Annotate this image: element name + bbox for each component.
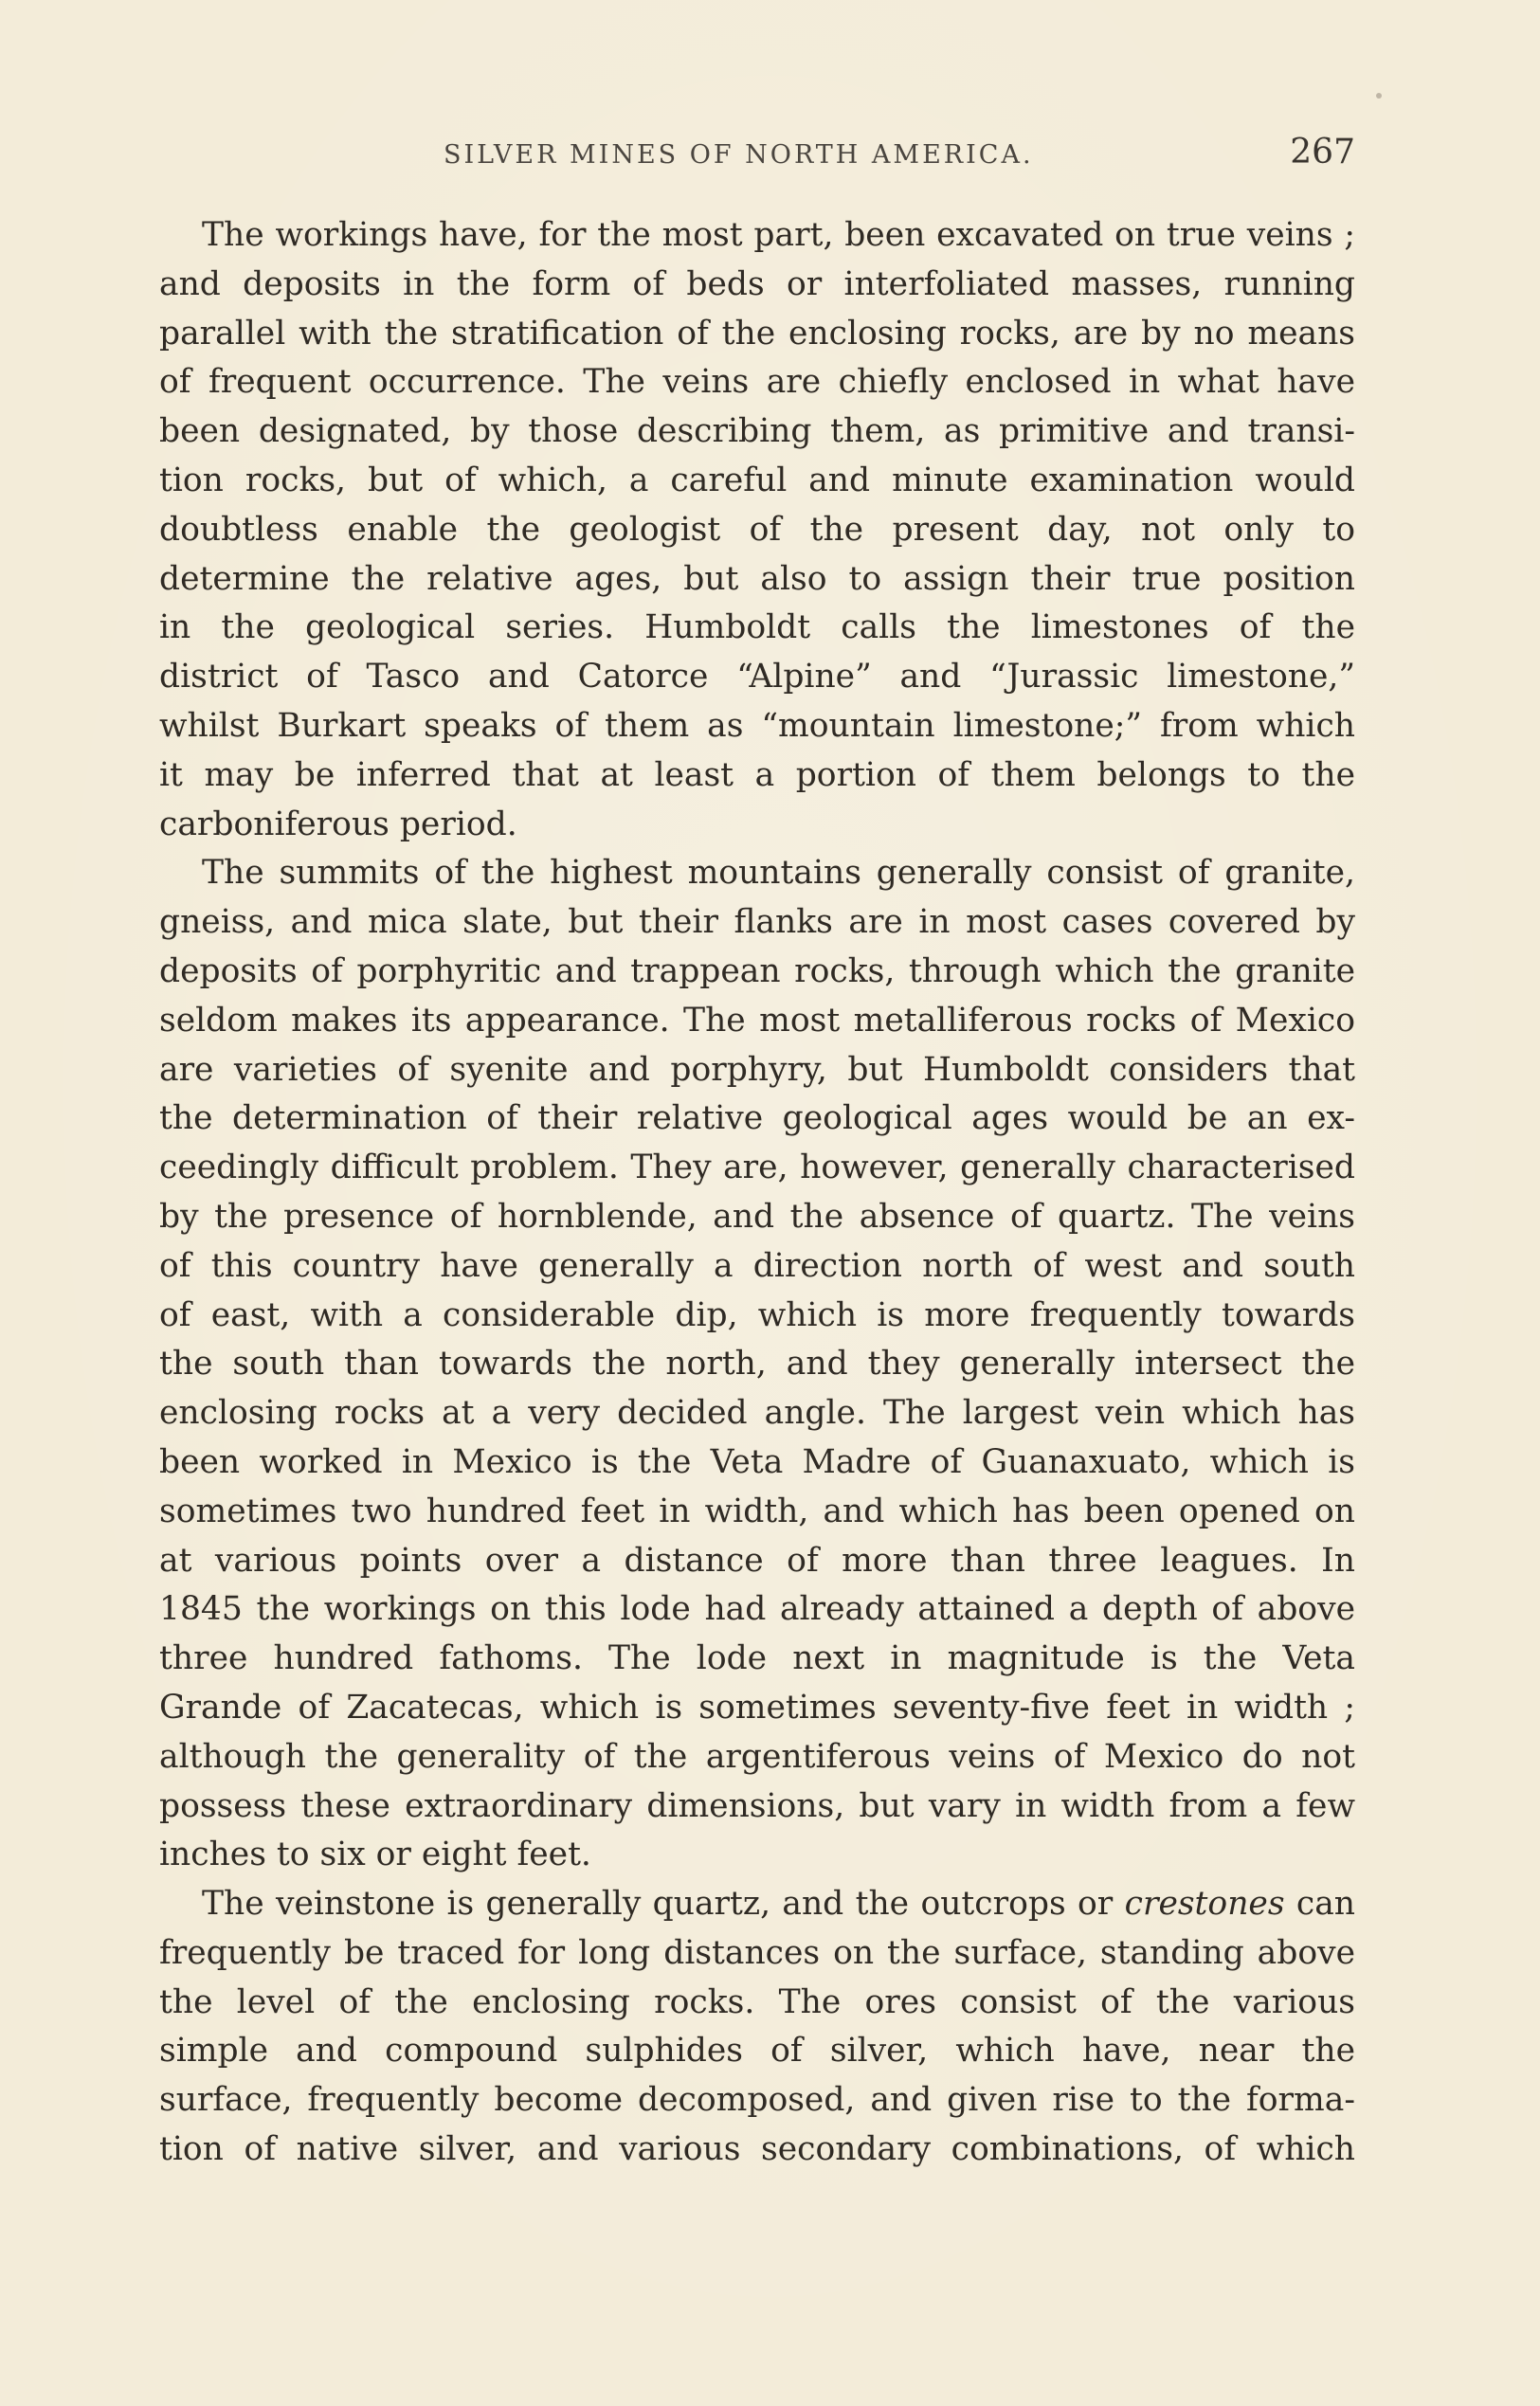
text-line: in the geological series. Humboldt calls the limestones of the (159, 608, 1355, 647)
text-line: gneiss, and mica slate, but their flanks are in most cases covered by (159, 903, 1355, 942)
italic-term: crestones (1124, 1885, 1285, 1924)
text-line: tion of native silver, and various secondary combinations, of which (159, 2130, 1355, 2169)
text-line: whilst Burkart speaks of them as “mountain limestone;” from which (159, 706, 1355, 745)
text-line: three hundred fathoms. The lode next in magnitude is the Veta (159, 1639, 1355, 1678)
text-line: enclosing rocks at a very decided angle. The largest vein which has (159, 1394, 1355, 1433)
text-line: it may be inferred that at least a portion of them belongs to the (159, 755, 1355, 794)
text-line: are varieties of syenite and porphyry, but Humboldt considers that (159, 1050, 1355, 1089)
page-header (159, 133, 1355, 188)
text-line: doubtless enable the geologist of the present day, not only to (159, 510, 1355, 549)
text-line: been worked in Mexico is the Veta Madre of Guanaxuato, which is (159, 1442, 1355, 1481)
text-line: 1845 the workings on this lode had already attained a depth of above (159, 1590, 1355, 1629)
text-line: of east, with a considerable dip, which is more frequently towards (159, 1295, 1355, 1334)
text-line: The summits of the highest mountains generally consist of granite, (202, 854, 1355, 893)
text-line: been designated, by those describing them, as primitive and transi- (159, 412, 1355, 451)
text-line: Grande of Zacatecas, which is sometimes seventy-five feet in width ; (159, 1688, 1355, 1727)
text-line: sometimes two hundred feet in width, and which has been opened on (159, 1492, 1355, 1530)
page-speck (1376, 93, 1382, 99)
text-line: the south than towards the north, and they generally intersect the (159, 1345, 1355, 1384)
text-line: tion rocks, but of which, a careful and minute examination would (159, 461, 1355, 499)
text-line: the determination of their relative geological ages would be an ex- (159, 1099, 1355, 1138)
running-title: SILVER MINES OF NORTH AMERICA. (444, 140, 1034, 170)
text-line: although the generality of the argentiferous veins of Mexico do not (159, 1737, 1355, 1776)
text-line: inches to six or eight feet. (159, 1836, 591, 1874)
text-line: seldom makes its appearance. The most metalliferous rocks of Mexico (159, 1001, 1355, 1040)
text-line: of frequent occurrence. The veins are chiefly enclosed in what have (159, 363, 1355, 402)
text-fragment: The veinstone is generally quartz, and the outcrops or (202, 1885, 1125, 1924)
page-number: 267 (1290, 133, 1355, 172)
text-line: frequently be traced for long distances on the surface, standing above (159, 1933, 1355, 1972)
text-line: determine the relative ages, but also to assign their true position (159, 559, 1355, 598)
text-line: and deposits in the form of beds or interfoliated masses, running (159, 264, 1355, 303)
text-line: surface, frequently become decomposed, and given rise to the forma- (159, 2081, 1355, 2120)
text-line: by the presence of hornblende, and the absence of quartz. The veins (159, 1197, 1355, 1236)
text-line: district of Tasco and Catorce “Alpine” and “Jurassic limestone,” (159, 658, 1355, 696)
text-line: the level of the enclosing rocks. The ores consist of the various (159, 1982, 1355, 2021)
text-line: carboniferous period. (159, 805, 517, 843)
text-line: The workings have, for the most part, been excavated on true veins ; (202, 216, 1355, 254)
text-line: ceedingly difficult problem. They are, however, generally characterised (159, 1149, 1355, 1187)
text-fragment: can (1284, 1885, 1355, 1924)
text-line-with-italic (159, 1880, 1355, 1929)
text-line: at various points over a distance of more than three leagues. In (159, 1541, 1355, 1580)
text-line: possess these extraordinary dimensions, but vary in width from a few (159, 1786, 1355, 1825)
text-line: parallel with the stratification of the enclosing rocks, are by no means (159, 314, 1355, 353)
body-text (159, 211, 1355, 2175)
text-line: of this country have generally a direction north of west and south (159, 1246, 1355, 1285)
text-line: deposits of porphyritic and trappean rocks, through which the granite (159, 951, 1355, 990)
text-line: simple and compound sulphides of silver, which have, near the (159, 2032, 1355, 2071)
